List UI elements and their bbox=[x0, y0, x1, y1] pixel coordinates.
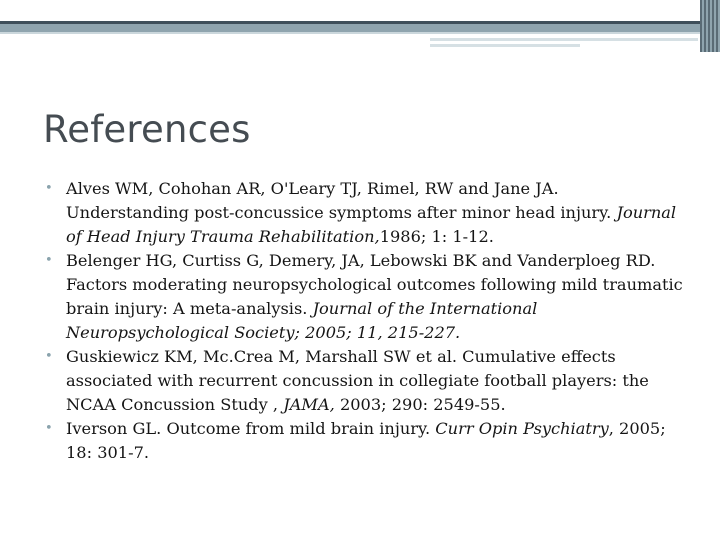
reference-text: Belenger HG, Curtiss G, Demery, JA, Lebowski BK and Vanderploeg RD. Factors moderating neuropsychological outcomes following mild traumatic brain injury: A meta-analysis. bbox=[66, 251, 683, 318]
reference-text: Iverson GL. Outcome from mild brain injury. bbox=[66, 419, 436, 438]
bullet-icon: • bbox=[45, 181, 53, 196]
reference-citation: 1986; 1: 1-12. bbox=[379, 227, 494, 246]
reference-item bbox=[45, 345, 685, 417]
header-band bbox=[0, 0, 720, 24]
reference-citation: , 2005; 18: 301-7. bbox=[66, 419, 666, 462]
reference-list bbox=[45, 177, 685, 465]
corner-pattern bbox=[700, 0, 720, 52]
reference-item bbox=[45, 249, 685, 345]
reference-journal: Curr Opin Psychiatry bbox=[435, 419, 609, 438]
header-band-light bbox=[0, 32, 700, 34]
header-band-mid bbox=[0, 24, 700, 32]
reference-text: Alves WM, Cohohan AR, O'Leary TJ, Rimel, RW and Jane JA. Understanding post-concussice symptoms after minor head injury. bbox=[66, 179, 617, 222]
reference-item bbox=[45, 177, 685, 249]
reference-citation: 2003; 290: 2549-55. bbox=[334, 395, 506, 414]
reference-text: Guskiewicz KM, Mc.Crea M, Marshall SW et al. Cumulative effects associated with recurrent concussion in collegiate football players: the NCAA Concussion Study , bbox=[66, 347, 649, 414]
header-accent-strip bbox=[430, 38, 698, 41]
bullet-icon: • bbox=[45, 253, 53, 268]
header-accent-strip-short bbox=[430, 44, 580, 47]
slide-title: References bbox=[43, 108, 251, 151]
reference-item bbox=[45, 417, 685, 465]
reference-journal: Journal of Head Injury Trauma Rehabilitation, bbox=[66, 203, 677, 246]
bullet-icon: • bbox=[45, 421, 53, 436]
reference-journal: Journal of the International Neuropsychological Society; 2005; 11, 215-227. bbox=[66, 299, 538, 342]
reference-journal: JAMA, bbox=[283, 395, 335, 414]
bullet-icon: • bbox=[45, 349, 53, 364]
